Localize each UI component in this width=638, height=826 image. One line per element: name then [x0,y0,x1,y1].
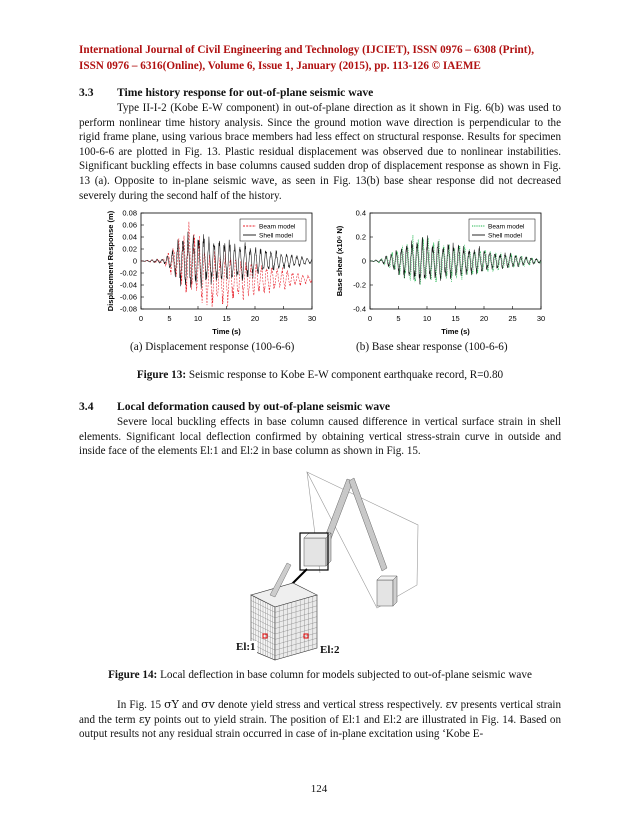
section-3-3-text: Type II-I-2 (Kobe E-W component) in out-of-plane direction as it shown in Fig. 6(b) was used to perform nonlinear time history analysis. Since the ground motion wave direction is perpendicular to the rigid frame plane, using various brace members had less effect on structural response. Results for specimen 100-6-6 are plotted in Fig. 13. Plastic residual displacement was observed due to nonlinear instabilities. Significant buckling effects in base columns caused sudden drop of displacement response as shown in Fig. 13 (a). Opposite to in-plane seismic wave, as seen in Fig. 13(b) base shear response did not decreased severely during the second half of the history. [79,102,561,202]
figure-13-label: Figure 13: [136,369,187,381]
y-tick-label: -0.04 [119,280,137,290]
figure-14-caption [79,669,561,681]
journal-header-line1: International Journal of Civil Engineering and Technology (IJCIET), ISSN 0976 – 6308 (Print), [79,44,535,56]
y-tick-label: -0.2 [353,280,366,290]
el1-label: El:1 [236,641,256,653]
figure-13-caption [79,369,561,381]
figure-13-caption-text: Seismic response to Kobe E-W component earthquake record, R=0.80 [186,369,504,381]
y-axis-label: Displacement Response (m) [106,210,115,312]
epsilon-y-symbol: εy [138,712,151,726]
y-tick-label: 0.08 [122,208,137,218]
base-shear-chart [330,205,560,345]
sigma-v-symbol: σv [201,698,215,711]
y-tick-label: 0 [132,256,137,266]
x-tick-label: 25 [279,314,288,323]
x-tick-label: 20 [250,314,260,323]
section-title: Time history response for out-of-plane seismic wave [117,86,374,99]
x-tick-label: 30 [536,314,546,323]
x-tick-label: 20 [479,314,489,323]
x-axis-label: Time (s) [441,327,470,336]
section-3-4-paragraph [79,415,561,459]
sigma-y-symbol: σY [164,698,179,711]
right-base-column [377,576,397,606]
zoomed-mesh-column [251,583,317,660]
y-tick-label: 0.04 [122,232,137,242]
x-tick-label: 5 [396,314,401,323]
x-tick-label: 0 [138,314,144,323]
y-tick-label: -0.4 [353,304,366,314]
legend-label: Beam model [488,223,525,231]
x-tick-label: 30 [307,314,317,323]
legend-label: Beam model [259,223,296,231]
section-number: 3.3 [79,86,94,99]
x-tick-label: 5 [167,314,172,323]
figure-14-label: Figure 14: [108,669,158,681]
page-number: 124 [310,783,328,795]
y-tick-label: 0 [361,256,366,266]
closing-paragraph: In Fig. 15 σY and σv denote yield stress and vertical stress respectively. εv presents vertical strain and the term εy points out to yield strain. The position of El:1 and El:2 are illustrated in Fig. 14. Based on output results not any residual strain occurred in case of in-plane excitation using ‘Kobe E- [79,698,561,741]
base-column-model-figure [225,455,425,665]
journal-header [79,42,561,74]
y-tick-label: -0.06 [119,292,137,302]
y-tick-label: 0.06 [122,220,137,230]
section-title: Local deformation caused by out-of-plane seismic wave [117,400,391,413]
legend-label: Shell model [488,232,522,240]
x-tick-label: 25 [508,314,517,323]
legend-label: Shell model [259,232,293,240]
section-3-4-heading [79,400,390,413]
left-base-column [304,533,331,566]
x-tick-label: 0 [367,314,373,323]
el2-label: El:2 [320,644,340,656]
x-tick-label: 10 [193,314,203,323]
y-axis-label: Base shear (x10⁶ N) [335,225,344,297]
y-tick-label: 0.02 [122,244,137,254]
journal-header-line2: ISSN 0976 – 6316(Online), Volume 6, Issue 1, January (2015), pp. 113-126 © IAEME [79,60,481,72]
brace-member [349,478,387,571]
epsilon-v-symbol: εv [445,698,458,711]
displacement-chart [100,205,330,345]
x-tick-label: 10 [422,314,432,323]
section-number: 3.4 [79,400,94,413]
x-axis-label: Time (s) [212,327,241,336]
section-3-3-paragraph [79,101,561,203]
x-tick-label: 15 [451,314,460,323]
y-tick-label: -0.02 [119,268,137,278]
fig13-subcaption-b: (b) Base shear response (100-6-6) [356,341,508,353]
section-3-3-heading [79,86,373,99]
figure-14-caption-text: Local deflection in base column for models subjected to out-of-plane seismic wave [157,669,532,681]
y-tick-label: -0.08 [119,304,137,314]
fig13-subcaption-a: (a) Displacement response (100-6-6) [130,341,295,353]
section-3-4-text: Severe local buckling effects in base column caused difference in vertical surface strain in shell elements. Significant local deflection confirmed by obtaining vertical stress-strain curve in outside and inside face of the elements El:1 and El:2 in base column as shown in Fig. 15. [79,416,561,458]
x-tick-label: 15 [222,314,231,323]
y-tick-label: 0.2 [355,232,366,242]
y-tick-label: 0.4 [355,208,366,218]
